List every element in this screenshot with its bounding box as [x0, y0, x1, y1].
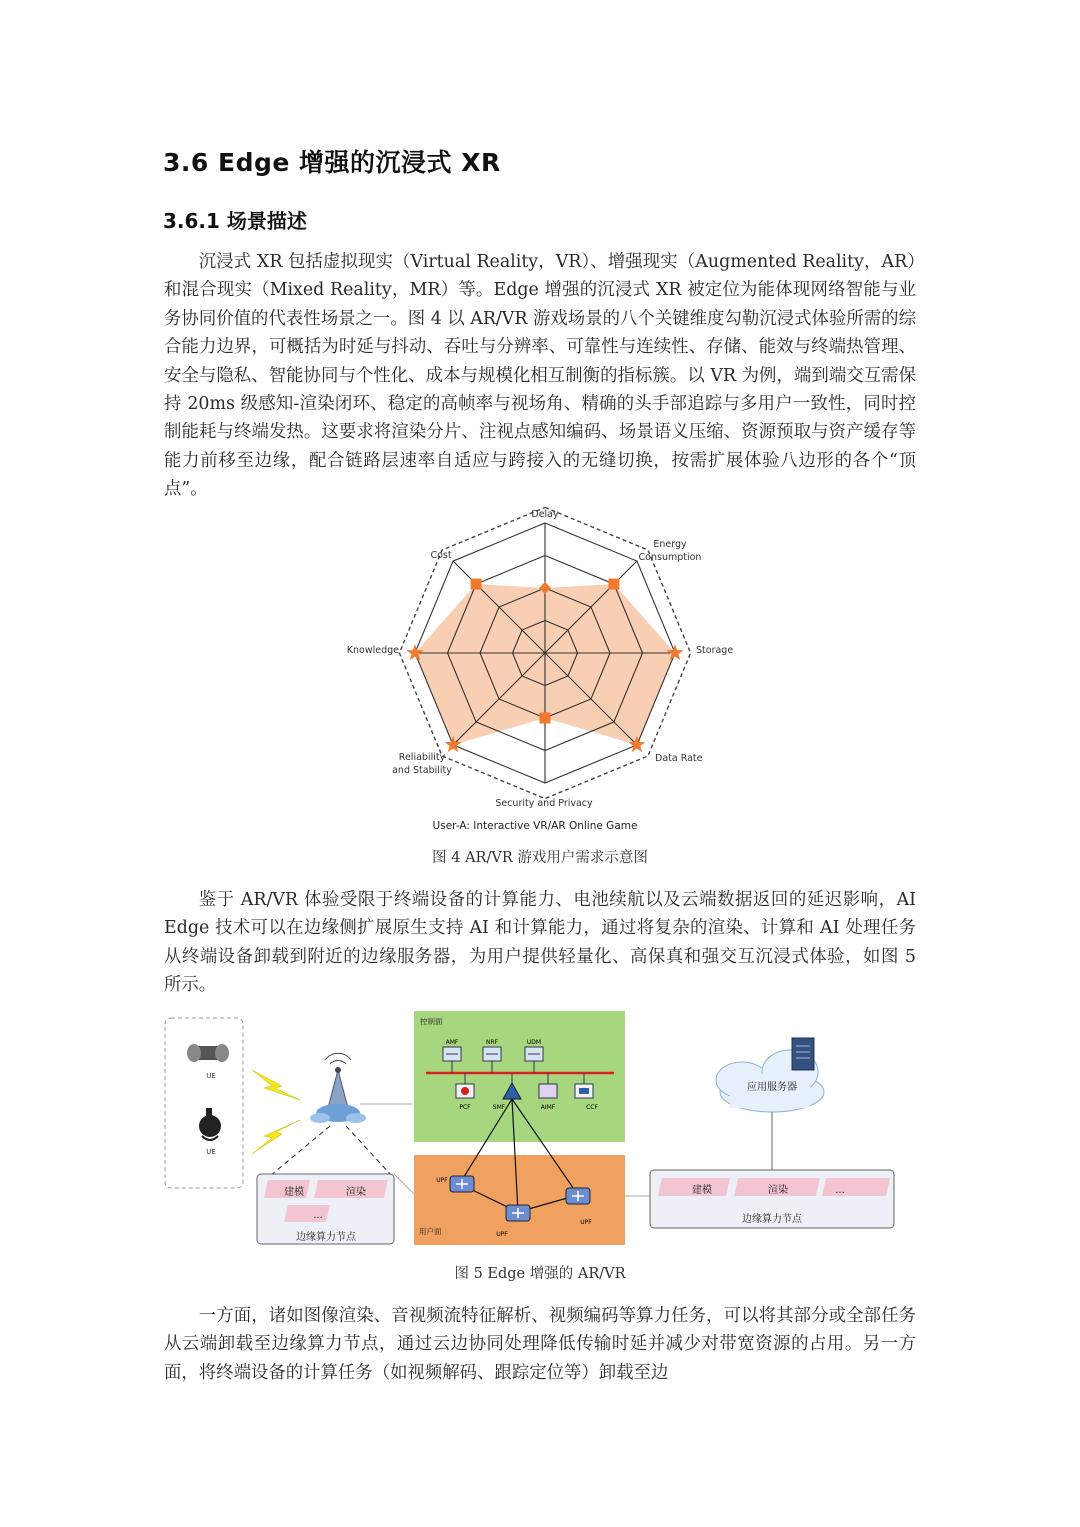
amf-icon [443, 1047, 461, 1061]
nf-amf: AMF [445, 1039, 459, 1046]
task-modeling-right: 建模 [692, 1185, 712, 1196]
paragraph-ai-edge: 鉴于 AR/VR 体验受限于终端设备的计算能力、电池续航以及云端数据返回的延迟影响，AI Edge 技术可以在边缘侧扩展原生支持 AI 和计算能力，通过将复杂的渲染、计算和 AI 处理任务从终端设备卸载到附近的边缘服务器，为用户提供轻量化、高保真和强交互沉浸式体验，如图 5 所示。 [164, 890, 916, 996]
vr-headset-icon [187, 1044, 229, 1062]
nrf-icon [483, 1047, 501, 1061]
nf-pcf: PCF [459, 1104, 471, 1111]
axis-label-security: Security and Privacy [495, 798, 593, 809]
axis-label-delay: Delay [531, 509, 559, 520]
wireless-link-icon-1 [252, 1070, 300, 1100]
nf-udm: UDM [526, 1039, 542, 1046]
figure5-caption: 图 5 Edge 增强的 AR/VR [454, 1266, 626, 1282]
axis-label-storage: Storage [696, 645, 734, 656]
nf-aimf: AIMF [540, 1104, 556, 1111]
ue-box [165, 1018, 243, 1188]
axis-label-cost: Cost [430, 550, 452, 561]
upf-icon-3 [566, 1188, 590, 1204]
server-icon [792, 1038, 814, 1070]
axis-label-energy-1: Energy [653, 539, 687, 550]
pcf-icon [456, 1084, 474, 1098]
subsection-title: 3.6.1 场景描述 [163, 209, 307, 233]
task-more-left: ... [313, 1210, 323, 1221]
user-plane-label: 用户面 [419, 1227, 442, 1236]
app-server-label: 应用服务器 [747, 1082, 797, 1093]
figure4-radar-chart [330, 505, 760, 835]
aimf-icon [539, 1084, 557, 1098]
axis-label-energy-2: Consumption [638, 552, 702, 563]
axis-label-reliability-2: and Stability [392, 765, 452, 776]
nf-nrf: NRF [485, 1039, 499, 1046]
axis-label-reliability-1: Reliability [398, 752, 446, 763]
axis-label-data-rate: Data Rate [655, 753, 703, 764]
figure5-network-diagram [160, 1008, 920, 1253]
radar-marker-cost [471, 579, 482, 590]
control-plane-label: 控制面 [420, 1017, 443, 1026]
nf-ccf: CCF [586, 1104, 598, 1111]
ccf-icon [575, 1084, 593, 1098]
udm-icon [525, 1047, 543, 1061]
upf-label-3: UPF [580, 1219, 592, 1226]
wireless-link-icon-2 [252, 1120, 300, 1154]
paragraph-intro: 沉浸式 XR 包括虚拟现实（Virtual Reality，VR）、增强现实（Augmented Reality，AR）和混合现实（Mixed Reality，MR）等。Edge 增强的沉浸式 XR 被定位为能体现网络智能与业务协同价值的代表性场景之一。图 4 以 AR/VR 游戏场景的八个关键维度勾勒沉浸式体验所需的综合能力边界，可概括为时延与抖动、吞吐与分辨率、可靠性与连续性、存储、能效与终端热管理、安全与隐私、智能协同与个性化、成本与规模化相互制衡的指标簇。以 VR 为例，端到端交互需保持 20ms 级感知-渲染闭环、稳定的高帧率与视场角、精确的头手部追踪与多用户一致性，同时控制能耗与终端发热。这要求将渲染分片、注视点感知编码、场景语义压缩、资源预取与资产缓存等能力前移至边缘，配合链路层速率自适应与跨接入的无缝切换，按需扩展体验八边形的各个“顶点”。 [164, 252, 916, 500]
user-plane-box [414, 1155, 625, 1245]
base-station-icon [310, 1053, 366, 1123]
nf-smf: SMF [492, 1104, 506, 1111]
ar-device-icon [199, 1108, 221, 1140]
paragraph-offload: 一方面，诸如图像渲染、音视频流特征解析、视频编码等算力任务，可以将其部分或全部任务从云端卸载至边缘算力节点，通过云边协同处理降低传输时延并减少对带宽资源的占用。另一方面，将终端设备的计算任务（如视频解码、跟踪定位等）卸载至边 [164, 1306, 916, 1383]
edge-node-label-left: 边缘算力节点 [296, 1232, 356, 1243]
upf-label-2: UPF [496, 1231, 508, 1238]
axis-label-knowledge: Knowledge [346, 645, 399, 656]
upf-label-1: UPF [436, 1177, 448, 1184]
radar-marker-security-and-privacy [540, 713, 551, 724]
control-plane-box [414, 1011, 625, 1142]
upf-icon-2 [506, 1205, 530, 1221]
radar-marker-energy-consumption [608, 579, 619, 590]
ue-label-2: UE [206, 1148, 216, 1156]
section-title: 3.6 Edge 增强的沉浸式 XR [163, 148, 501, 177]
task-rendering-left: 渲染 [346, 1187, 366, 1198]
task-modeling-left: 建模 [284, 1187, 304, 1198]
figure4-caption: 图 4 AR/VR 游戏用户需求示意图 [432, 850, 648, 866]
ue-label-1: UE [206, 1072, 216, 1080]
edge-node-label-right: 边缘算力节点 [742, 1214, 802, 1225]
upf-icon-1 [450, 1176, 474, 1192]
task-more-right: ... [835, 1185, 845, 1196]
chart-title: User-A: Interactive VR/AR Online Game [432, 820, 638, 832]
task-rendering-right: 渲染 [768, 1185, 788, 1196]
